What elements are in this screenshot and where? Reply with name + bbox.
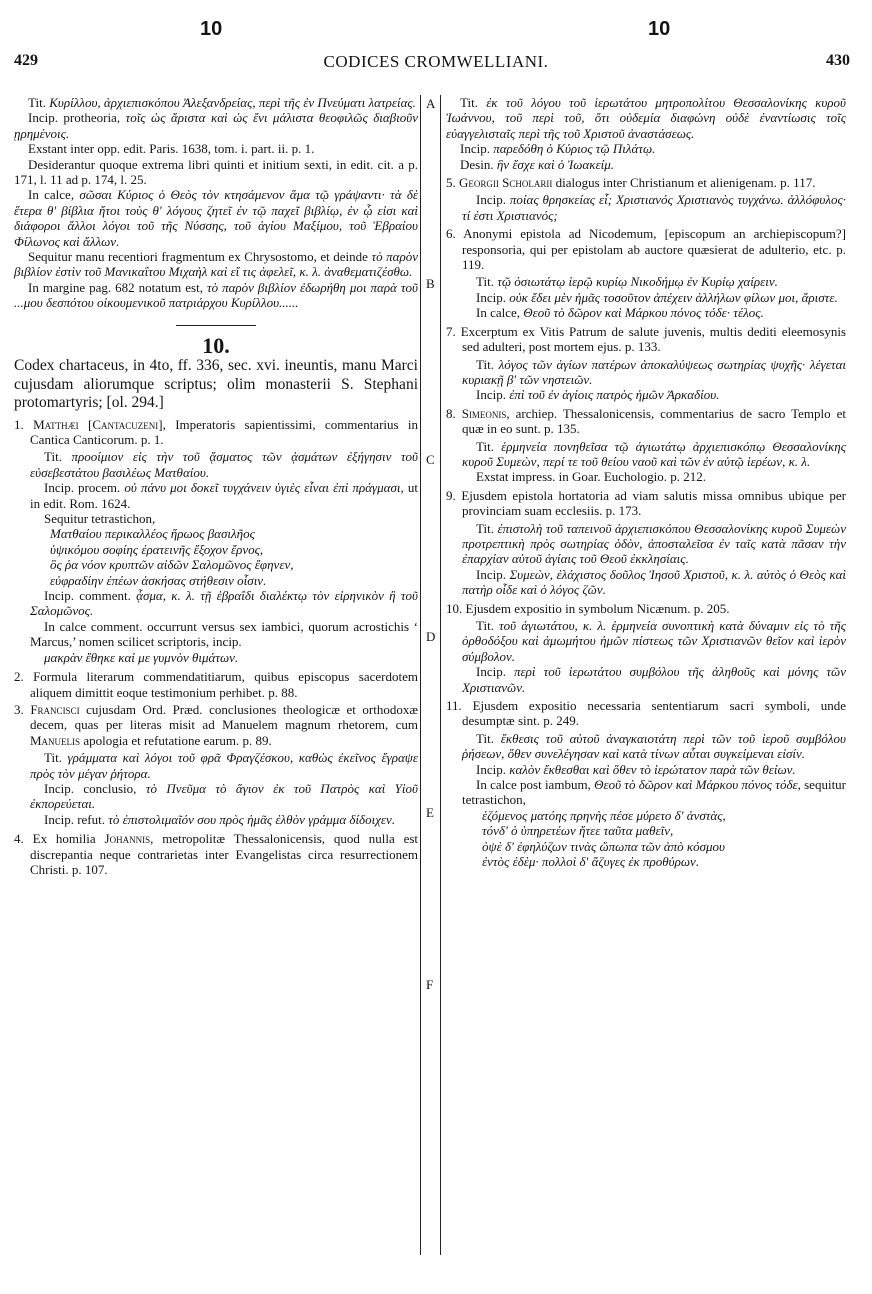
entry-title: Tit. Κυρίλλου, ἀρχιεπισκόπου Ἀλεξανδρείας, περὶ τῆς ἐν Πνεύματι λατρείας. [28, 95, 416, 110]
item-1-incipit: Incip. procem. οὐ πάνυ μοι δοκεῖ τυγχάνειν ὑγιὲς εἶναι ἐπὶ πράγμασι, ut in edit. Rom. 1624. [30, 480, 419, 511]
item-8-title: Tit. ἑρμηνεία πονηθεῖσα τῷ ἁγιωτάτῳ ἀρχιεπισκόπῳ Θεσσαλονίκης κυροῦ Συμεὼν, περί τε τοῦ θείου ναοῦ καὶ τῶν ἐν αὐτῷ ἱερέων, κ. λ. [462, 438, 847, 469]
margin-letter-f: F [426, 977, 434, 992]
item-9: 9. Ejusdem epistola hortatoria ad viam salutis missa omnibus ubique per provinciam suam ecclesiis. p. 173. [446, 487, 846, 519]
item-7: 7. Excerptum ex Vitis Patrum de salute juvenis, multis dediti eleemosynis sed adulteri, post mortem ejus. p. 133. [446, 323, 846, 355]
entry-title: Tit. ἐκ τοῦ λόγου τοῦ ἱερωτάτου μητροπολίτου Θεσσαλονίκης κυροῦ Ἰωάννου, τοῦ περὶ τοῦ, ὅτι οὐδεμία διαφώνη οὐδὲ ἐναντίωσις τοῖς εὐαγγελισταῖς περὶ τῆς τοῦ Χριστοῦ ἀναστάσεως. [446, 95, 847, 141]
entry-desiderantur: Desiderantur quoque extrema libri quinti et initium sexti, in edit. cit. a p. 171, l. 11 ad p. 174, l. 25. [14, 156, 418, 188]
verse-line: Ματθαίου περικαλλέος ἥρωος βασιλῆος [50, 526, 255, 542]
verse-line: ὃς ῥα νόον κρυπτῶν αἰδῶν Σαλομῶνος ἔφηνεν, [50, 557, 294, 573]
item-2: 2. Formula literarum commendatitiarum, quibus episcopus sacerdotem aliquem dimittit eoque testimonium perhibet. p. 88. [14, 669, 418, 700]
column-rule-left [420, 95, 421, 1255]
item-1-calce-greek: μακρὰν ἔθηκε καί με γυμνὸν θιμάτων. [44, 649, 239, 665]
item-6: 6. Anonymi epistola ad Nicodemum, [episcopum an archiepiscopum?] responsoria, qui per epistolam ab auctore quæsierat de adulterio, etc. p. 119. [446, 226, 846, 273]
verse-line: τόνδ' ὁ ὑπηρετέων ἤτεε ταῦτα μαθεῖν, [482, 823, 674, 839]
margin-letter-d: D [426, 629, 436, 644]
item-9-title: Tit. ἐπιστολὴ τοῦ ταπεινοῦ ἀρχιεπισκόπου Θεσσαλονίκης κυροῦ Συμεὼν προτρεπτικὴ πρὸς σωτηρίας ὁδὸν, ἀποσταλεῖσα ἐν ταῖς κατὰ πᾶσαν τὴν ἐπαρχίαν αὐτοῦ ἁγίαις τοῦ Θεοῦ ἐκκλησίαις. [462, 520, 847, 567]
entry-sequitur: Sequitur manu recentiori fragmentum ex Chrysostomo, et deinde τὸ παρὸν βιβλίον ἐστὶν τοῦ Μανικαΐτου Μιχαὴλ καὶ εἴ τις ἀφελεῖ, κ. λ. ἀναθεματιζέσθω. [14, 249, 419, 280]
running-title: CODICES CROMWELLIANI. [323, 52, 549, 71]
margin-letter-c: C [426, 452, 435, 467]
verse-line: ὑψικόμου σοφίης ἐρατεινῆς ἔξοχον ἔρνος, [50, 541, 264, 557]
codex-description: Codex chartaceus, in 4to, ff. 336, sec. xvi. ineuntis, manu Marci cujusdam aliorumque scriptus; olim monasterii S. Stephani protomartyris; [ol. 294.] [14, 357, 418, 412]
entry-desinit: Desin. ἣν ἔσχε καὶ ὁ Ἰωακείμ. [460, 156, 614, 172]
handwritten-mark-right: 10 [648, 18, 671, 40]
item-11-title: Tit. ἔκθεσις τοῦ αὐτοῦ ἀναγκαιοτάτη περὶ τῶν τοῦ ἱεροῦ συμβόλου ῥήσεων, ὅθεν συνελέγησαν καὶ κατὰ τίνων αὗται συγκείμεναι εἰσίν. [462, 730, 847, 762]
entry-incipit: Incip. protheoria, τοῖς ὡς ἄριστα καὶ ὡς ἔνι μάλιστα θεοφιλῶς διαβιοῦν ῃρημένοις. [14, 110, 419, 141]
margin-letter-b: B [426, 276, 435, 291]
handwritten-mark-left: 10 [200, 18, 223, 40]
item-3-title: Tit. γράμματα καὶ λόγοι τοῦ φρᾶ Φραγζέσκου, καθὼς ἐκεῖνος ἔγραψε πρὸς τὸν μέγαν ῥήτορα. [30, 750, 418, 781]
item-8-exstat: Exstat impress. in Goar. Euchologio. p. 212. [476, 469, 707, 485]
item-7-incipit: Incip. ἐπὶ τοῦ ἐν ἁγίοις πατρὸς ἡμῶν Ἀρκαδίου. [476, 387, 720, 403]
item-10-title: Tit. τοῦ ἁγιωτάτου, κ. λ. ἑρμηνεία συνοπτικὴ κατὰ δύναμιν εἰς τὸ τῆς ὀρθοδόξου καὶ ἀμωμήτου ἡμῶν πίστεως τῶν Χριστιανῶν θεῖον καὶ ἱερὸν σύμβολον. [462, 618, 846, 664]
item-1-sequitur: Sequitur tetrastichon, [44, 511, 156, 527]
item-4: 4. Ex homilia Johannis, metropolitæ Thessalonicensis, quod nulla est discrepantia neque contrarietas inter Evangelistas circa resurrectionem Christi. p. 107. [14, 831, 419, 877]
item-3-incipit: Incip. conclusio, τὸ Πνεῦμα τὸ ἅγιον ἐκ τοῦ Πατρὸς καὶ Υἱοῦ ἐκπορεύεται. [30, 780, 418, 812]
verse-line: ἐντὸς ἐδὲμ· πολλοὶ δ' ἄζυγες ἐκ προθύρων. [482, 854, 700, 870]
item-1-title: Tit. προοίμιον εἰς τὴν τοῦ ᾄσματος τῶν ᾀσμάτων ἐξήγησιν τοῦ εὐσεβεστάτου βασιλέως Ματθαίου. [30, 449, 419, 480]
page-number-right: 430 [826, 52, 850, 69]
verse-line: ἑζόμενος ματόης πρηνὴς πέσε μύρετο δ' ἀνστὰς, [482, 807, 726, 823]
item-8: 8. Simeonis, archiep. Thessalonicensis, commentarius de sacro Templo et quæ in eo sunt. p. 135. [446, 405, 846, 437]
column-rule-right [440, 95, 441, 1255]
entry-in-calce: In calce, σῶσαι Κύριος ὁ Θεὸς τὸν κτησάμενον ἅμα τῷ γράψαντι· τὰ δὲ ἕτερα θ' βίβλια ἤτοι τοὺς θ' λόγους ζητεῖ ἐν τῷ παχεῖ βιβλίῳ, ἐν ᾧ εἰσι καὶ διάφοροι ἄλλοι λόγοι τοῦ τῆς Νύσσης, τοῦ ἁγίου Μαξίμου, τοῦ Ἑβραίου Φίλωνος καὶ ἄλλων. [14, 187, 418, 249]
margin-letter-e: E [426, 805, 434, 820]
margin-letter-a: A [426, 96, 436, 111]
right-column [446, 95, 846, 870]
entry-margin-note: In margine pag. 682 notatum est, τὸ παρὸν βιβλίον ἐδωρήθη μοι παρὰ τοῦ ...μου δεσπότου οἰκουμενικοῦ πατριάρχου Κυρίλλου...... [14, 279, 418, 311]
entry-exstant: Exstant inter opp. edit. Paris. 1638, tom. i. part. ii. p. 1. [28, 141, 315, 157]
item-3-refutation: Incip. refut. τὸ ἐπιστολιμαῖόν σου πρὸς ἡμᾶς ἐλθὸν γράμμα δίδοιχεν. [44, 811, 396, 827]
item-5: 5. Georgii Scholarii dialogus inter Christianum et alienigenam. p. 117. [446, 175, 816, 191]
item-11: 11. Ejusdem expositio necessaria sententiarum sacri symboli, unde desumptæ sint. p. 249. [446, 698, 847, 729]
entry-incipit: Incip. παρεδόθη ὁ Κύριος τῷ Πιλάτῳ. [460, 141, 656, 157]
item-1-comment: Incip. comment. ᾆσμα, κ. λ. τῇ ἑβραΐδι διαλέκτῳ τὸν εἰρηνικὸν ἢ τοῦ Σαλομῶνος. [30, 588, 419, 619]
item-7-title: Tit. λόγος τῶν ἁγίων πατέρων ἀποκαλύψεως σωτηρίας ψυχῆς· λέγεται κυριακῇ β' τῶν νηστειῶν. [462, 356, 847, 387]
verse-line: ὀψὲ δ' ἐφηλύζων τινὰς ὤπωπα τῶν ἀπὸ κόσμου [482, 838, 726, 854]
item-1-calce: In calce comment. occurrunt versus sex iambici, quorum acrostichis ‘ Marcus,’ nomen scilicet scriptoris, incip. [30, 618, 418, 650]
verse-line: εὐφραδίην ἐπέων ἀσκήσας στήθεσιν οἷσιν. [50, 572, 267, 588]
item-6-title: Tit. τῷ ὁσιωτάτῳ ἱερῷ κυρίῳ Νικοδήμῳ ἐν Κυρίῳ χαίρειν. [476, 274, 778, 290]
item-5-incipit: Incip. ποίας θρησκείας εἶ; Χριστιανός Χριστιανὸς τυγχάνω. ἀλλόφυλος· τί ἐστι Χριστιανός; [462, 192, 846, 223]
item-6-calce: In calce, Θεοῦ τὸ δῶρον καὶ Μάρκου πόνος τόδε· τέλος. [476, 305, 764, 321]
item-6-incipit: Incip. οὐκ ἔδει μὲν ἡμᾶς τοσοῦτον ἀπέχειν ἀλλήλων φίλων μοι, ἄριστε. [476, 289, 838, 305]
item-11-calce: In calce post iambum, Θεοῦ τὸ δῶρον καὶ Μάρκου πόνος τόδε, sequitur tetrastichon, [462, 777, 847, 808]
left-column [14, 95, 418, 879]
item-11-incipit: Incip. καλὸν ἔκθεσθαι καὶ ὅθεν τὸ ἱερώτατον παρὰ τῶν θείων. [476, 761, 796, 777]
item-3: 3. Francisci cujusdam Ord. Præd. conclusiones theologicæ et orthodoxæ decem, quas per literas misit ad Manuelem magnum rhetorem, cum Manuelis apologia et refutatione earum. p. 89. [14, 701, 419, 748]
item-10-incipit: Incip. περὶ τοῦ ἱερωτάτου συμβόλου τῆς ἀληθοῦς καὶ μόνης τῶν Χριστιανῶν. [462, 664, 846, 695]
page-number-left: 429 [14, 52, 38, 69]
item-10: 10. Ejusdem expositio in symbolum Nicænum. p. 205. [446, 600, 730, 616]
item-1: 1. Matthæi [Cantacuzeni], Imperatoris sapientissimi, commentarius in Cantica Canticorum. p. 1. [14, 416, 419, 447]
codex-number: 10. [14, 325, 418, 353]
item-9-incipit: Incip. Συμεὼν, ἐλάχιστος δοῦλος Ἰησοῦ Χριστοῦ, κ. λ. αὐτὸς ὁ Θεὸς καὶ πατὴρ οἶδε καὶ ὁ λόγος ζῶν. [462, 566, 847, 598]
